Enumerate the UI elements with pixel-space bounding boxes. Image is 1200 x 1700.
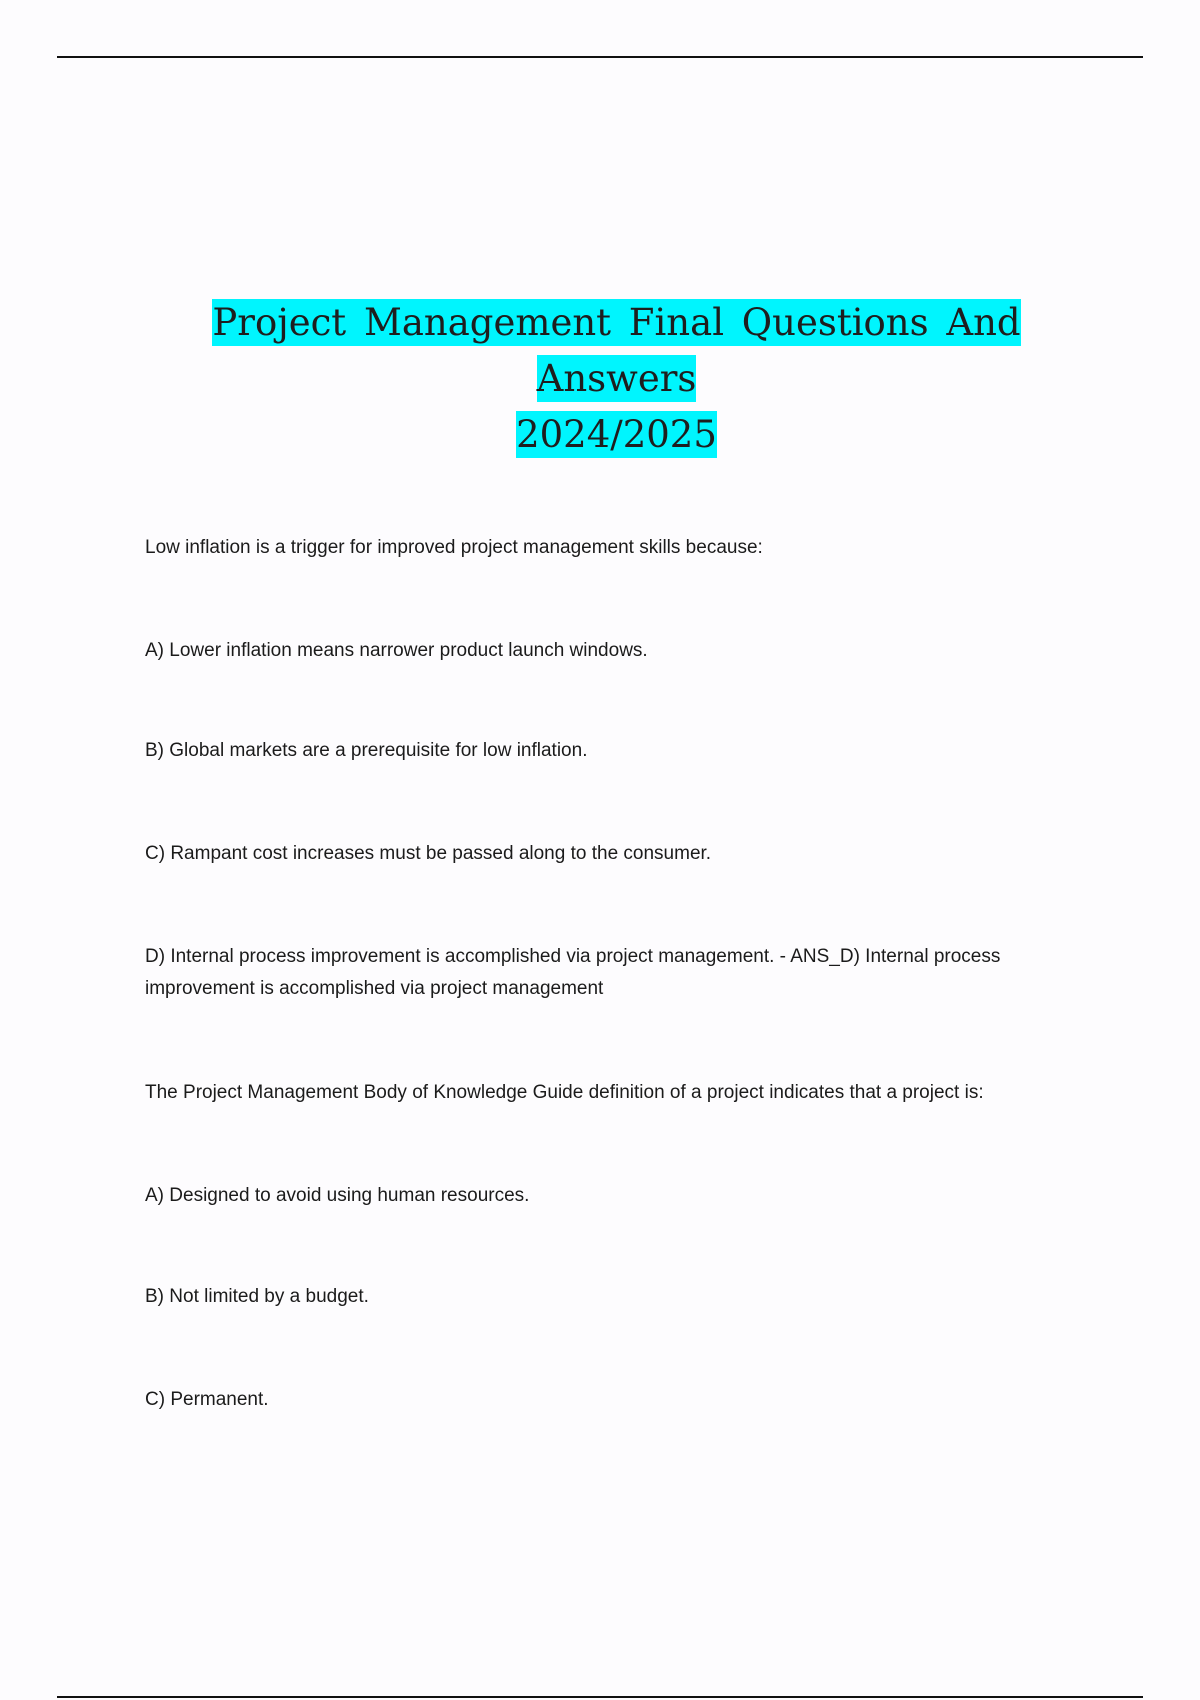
document-title	[150, 295, 1083, 463]
question-1-text: Low inflation is a trigger for improved project management skills because:	[145, 537, 763, 558]
question-1-option-c: C) Rampant cost increases must be passed along to the consumer.	[145, 843, 712, 864]
question-1-option-b: B) Global markets are a prerequisite for low inflation.	[145, 740, 588, 761]
question-2-option-b: B) Not limited by a budget.	[145, 1286, 369, 1307]
question-2-option-c: C) Permanent.	[145, 1389, 269, 1410]
header-rule	[57, 56, 1143, 58]
question-2-option-a: A) Designed to avoid using human resources.	[145, 1185, 530, 1206]
title-line-2: 2024/2025	[516, 413, 717, 456]
question-1-option-a: A) Lower inflation means narrower product launch windows.	[145, 640, 648, 661]
footer-rule	[57, 1696, 1143, 1698]
question-2-text: The Project Management Body of Knowledge Guide definition of a project indicates that a project is:	[145, 1082, 984, 1103]
question-1-option-d-answer: D) Internal process improvement is accomplished via project management. - ANS_D) Internal process improvement is accomplished via project management	[145, 946, 1001, 999]
title-line-1: Project Management Final Questions And Answers	[212, 301, 1021, 400]
